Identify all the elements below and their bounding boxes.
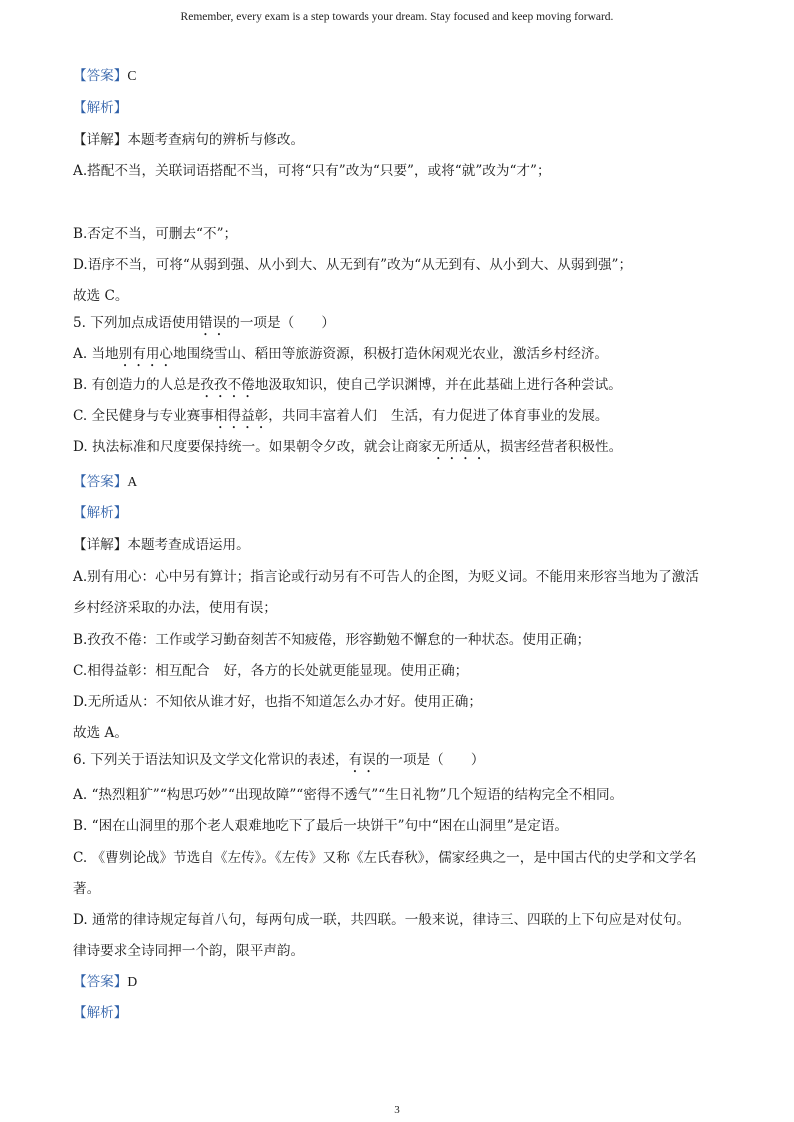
q5-detail-line — [73, 535, 733, 555]
q6-stem-emphasis: 有误 — [348, 752, 376, 768]
q5-option-c-pre: C. 全民健身与专业赛事 — [73, 408, 214, 424]
q6-stem — [73, 750, 733, 776]
q5-stem-tail: 的一项是（ ） — [226, 315, 335, 331]
q5-option-a — [73, 344, 733, 370]
q6-answer-line — [73, 972, 733, 992]
detail-tag: 【详解】 — [73, 132, 128, 148]
q4-explain-d: D.语序不当，可将“从弱到强、从小到大、从无到有”改为“从无到有、从小到大、从弱到强”； — [73, 257, 633, 273]
q5-explain-b: B.孜孜不倦：工作或学习勤奋刻苦不知疲倦，形容勤勉不懈怠的一种状态。使用正确； — [73, 632, 591, 648]
q5-option-a-pre: A. 当地 — [73, 346, 119, 362]
q5-explain-c-pre: C.相得益彰：相互配合 — [73, 663, 210, 679]
q4-answer-value: C — [127, 68, 137, 83]
q5-explain-a-line2: 乡村经济采取的办法，使用有误； — [73, 600, 277, 616]
q5-stem-text: 5. 下列加点成语使用 — [73, 315, 200, 331]
analysis-tag: 【解析】 — [73, 100, 128, 116]
page-header-motto: Remember, every exam is a step towards your dream. Stay focused and keep moving forward. — [180, 11, 614, 23]
q5-option-c-post: 生活，有力促进了体育事业的发展。 — [391, 408, 609, 424]
q5-option-b-pre: B. 有创造力的人总是 — [73, 377, 201, 393]
q5-option-a-idiom: 别有用心 — [118, 346, 174, 362]
q5-option-c — [73, 406, 733, 432]
page-number: 3 — [394, 1104, 400, 1116]
q4-explain-a: A.搭配不当，关联词语搭配不当，可将“只有”改为“只要”，或将“就”改为“才”； — [73, 163, 551, 179]
answer-tag: 【答案】 — [73, 974, 128, 990]
q4-analysis-tag-line — [73, 98, 733, 118]
q4-explain-b: B.否定不当，可删去“不”； — [73, 226, 238, 242]
analysis-tag: 【解析】 — [73, 1005, 128, 1021]
q5-option-b-idiom: 孜孜不倦 — [200, 377, 255, 393]
q5-option-a-post: 地围绕雪山、稻田等旅游资源，积极打造休闲观光农业，激活乡村经济。 — [173, 346, 609, 362]
q5-analysis-tag-line — [73, 503, 733, 523]
q5-option-b-post: 地汲取知识，使自己学识渊博，并在此基础上进行各种尝试。 — [254, 377, 622, 393]
q5-conclusion: 故选 A。 — [73, 725, 128, 741]
q4-detail-line — [73, 130, 733, 150]
q5-stem-emphasis: 错误 — [199, 315, 227, 331]
q6-stem-tail: 的一项是（ ） — [375, 752, 485, 768]
q5-detail-text: 本题考查成语运用。 — [127, 537, 250, 553]
q4-conclusion: 故选 C。 — [73, 288, 129, 304]
analysis-tag: 【解析】 — [73, 505, 128, 521]
q5-explain-a-line1: A.别有用心：心中另有算计；指言论或行动另有不可告人的企图，为贬义词。不能用来形容当地为了激活 — [73, 569, 699, 585]
q6-option-d-line1: D. 通常的律诗规定每首八句，每两句成一联，共四联。一般来说，律诗三、四联的上下句应是对仗句。 — [73, 912, 691, 928]
q4-answer-line — [73, 66, 733, 86]
q6-stem-text: 6. 下列关于语法知识及文学文化常识的表述， — [73, 752, 349, 768]
q5-explain-d: D.无所适从：不知依从谁才好，也指不知道怎么办才好。使用正确； — [73, 694, 482, 710]
q6-option-c-line1: C. 《曹刿论战》节选自《左传》。《左传》又称《左氏春秋》，儒家经典之一，是中国古代的史学和文学名 — [73, 850, 697, 866]
q6-analysis-tag-line — [73, 1003, 733, 1023]
q5-option-c-idiom: 相得益彰 — [213, 408, 269, 424]
q5-option-c-mid: ，共同丰富着人们 — [268, 408, 378, 424]
answer-tag: 【答案】 — [73, 68, 128, 84]
q5-option-b — [73, 375, 733, 401]
q6-option-b: B. “困在山洞里的那个老人艰难地吃下了最后一块饼干”句中“困在山洞里”是定语。 — [73, 818, 569, 834]
q5-answer-line — [73, 472, 733, 492]
q5-answer-value: A — [127, 474, 138, 489]
q5-option-d — [73, 437, 733, 463]
q5-option-d-pre: D. 执法标准和尺度要保持统一。如果朝令夕改，就会让商家 — [73, 439, 432, 455]
q5-option-d-post: ，损害经营者积极性。 — [486, 439, 623, 455]
q6-option-d-line2: 律诗要求全诗同押一个韵，限平声韵。 — [73, 943, 305, 959]
q5-explain-c — [73, 661, 733, 681]
detail-tag: 【详解】 — [73, 537, 128, 553]
q6-option-a: A. “热烈粗犷”“构思巧妙”“出现故障”“密得不透气”“生日礼物”几个短语的结构完全不相同。 — [73, 787, 624, 803]
q5-explain-c-post: 好，各方的长处就更能显现。使用正确； — [223, 663, 469, 679]
q5-stem — [73, 313, 733, 339]
q6-answer-value: D — [127, 974, 138, 989]
answer-tag: 【答案】 — [73, 474, 128, 490]
q5-option-d-idiom: 无所适从 — [431, 439, 487, 455]
q6-option-c-line2: 著。 — [73, 881, 101, 897]
q4-detail-text: 本题考查病句的辨析与修改。 — [127, 132, 305, 148]
